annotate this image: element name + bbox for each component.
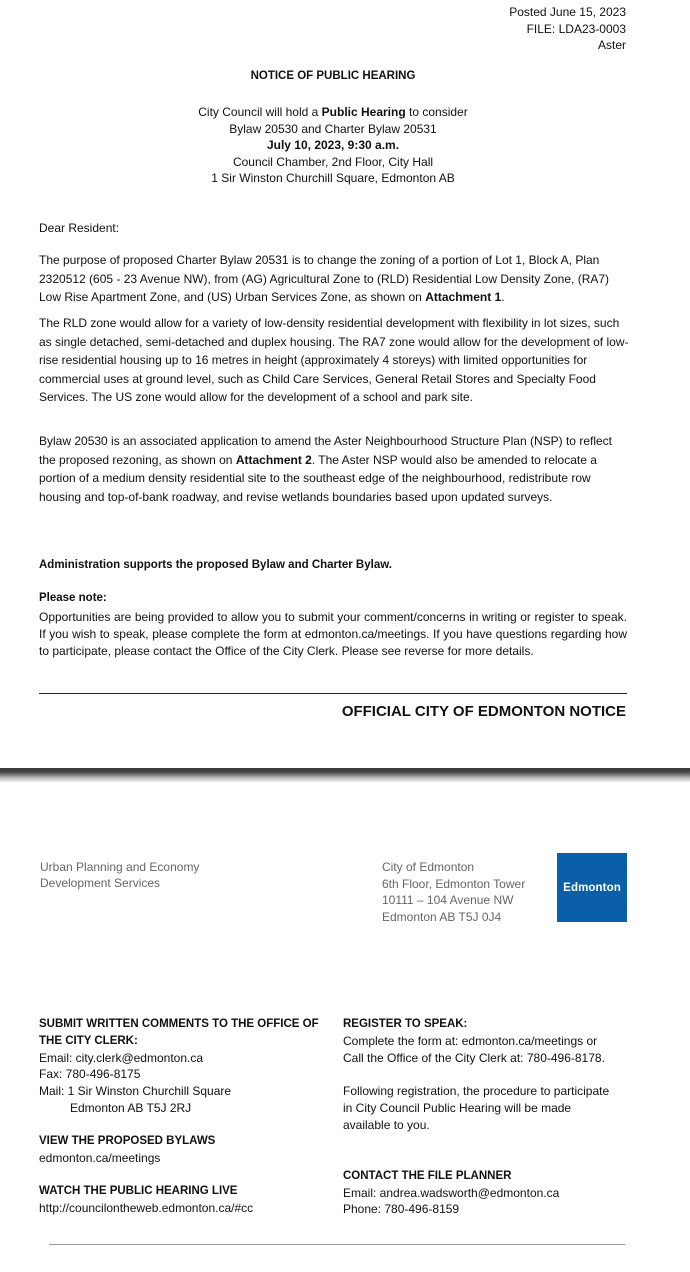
clerk-mail-city: Edmonton AB T5J 2RJ xyxy=(70,1100,192,1115)
hearing-address: 1 Sir Winston Churchill Square, Edmonton AB xyxy=(211,171,455,185)
watch-live-link[interactable]: http://councilontheweb.edmonton.ca/#cc xyxy=(39,1201,254,1216)
nsp-paragraph: Bylaw 20530 is an associated application to amend the Aster Neighbourhood Structure Plan (NSP) to reflect the proposed rezoning, as shown on Attachment 2. The Aster NSP would also be amended to relocate a portion of a medium density residential site to the southeast edge of the neighbourhood, redistribute row housing and top-of-bank roadway, and revise wetlands boundaries based upon updated surveys. xyxy=(39,434,612,504)
edmonton-logo: Edmonton xyxy=(557,853,627,922)
attachment-2-ref: Attachment 2 xyxy=(235,452,312,467)
hearing-date: July 10, 2023, 9:30 a.m. xyxy=(266,138,400,152)
page-separator xyxy=(0,768,690,782)
hearing-details xyxy=(0,104,666,187)
contact-planner-heading: CONTACT THE FILE PLANNER xyxy=(343,1169,512,1182)
view-bylaws-heading: VIEW THE PROPOSED BYLAWS xyxy=(39,1134,216,1147)
registration-followup: Following registration, the procedure to participate in City Council Public Hearing will be made available to you. xyxy=(343,1084,610,1132)
register-form-line: Complete the form at: edmonton.ca/meetings or xyxy=(343,1033,598,1048)
neighbourhood-name: Aster xyxy=(597,38,626,52)
planner-phone: Phone: 780-496-8159 xyxy=(343,1202,460,1217)
hearing-intro: City Council will hold a Public Hearing to consider xyxy=(198,105,468,119)
register-heading: REGISTER TO SPEAK: xyxy=(343,1018,468,1030)
greeting: Dear Resident: xyxy=(39,221,120,235)
administration-statement: Administration supports the proposed Bylaw and Charter Bylaw. xyxy=(39,559,392,571)
please-note-heading: Please note: xyxy=(39,592,107,604)
opportunities-paragraph: Opportunities are being provided to allow you to submit your comment/concerns in writing or register to speak. If you wish to speak, please complete the form at edmonton.ca/meetings. If you have questions regarding how to participate, please contact the Office of the City Clerk. Please see reverse for more details. xyxy=(39,610,627,658)
attachment-1-ref: Attachment 1 xyxy=(425,290,502,304)
hearing-venue: Council Chamber, 2nd Floor, City Hall xyxy=(232,154,434,169)
purpose-paragraph: The purpose of proposed Charter Bylaw 20531 is to change the zoning of a portion of Lot 1, Block A, Plan 2320512 (605 - 23 Avenue NW), from (AG) Agricultural Zone to (RLD) Residential Low Density Zone, (RA7) Low Rise Apartment Zone, and (US) Urban Services Zone, as shown on Attachment 1. xyxy=(39,253,610,304)
mailing-address: City of Edmonton 6th Floor, Edmonton Tower 10111 – 104 Avenue NW Edmonton AB T5J 0J4 xyxy=(382,860,526,924)
department-name: Urban Planning and Economy Development Services xyxy=(40,860,200,890)
clerk-email: Email: city.clerk@edmonton.ca xyxy=(39,1050,204,1065)
clerk-fax: Fax: 780-496-8175 xyxy=(39,1067,141,1082)
bottom-divider xyxy=(49,1244,625,1245)
register-call-line: Call the Office of the City Clerk at: 780-496-8178. xyxy=(343,1050,605,1065)
posting-info xyxy=(509,4,626,54)
left-contact-column xyxy=(39,1016,329,1217)
divider xyxy=(39,693,627,694)
hearing-bylaws: Bylaw 20530 and Charter Bylaw 20531 xyxy=(229,121,437,136)
posted-date: Posted June 15, 2023 xyxy=(509,5,626,19)
watch-live-heading: WATCH THE PUBLIC HEARING LIVE xyxy=(39,1185,238,1198)
planner-email: Email: andrea.wadsworth@edmonton.ca xyxy=(343,1185,560,1200)
official-notice-label: OFFICIAL CITY OF EDMONTON NOTICE xyxy=(341,703,626,720)
submit-comments-heading: SUBMIT WRITTEN COMMENTS TO THE OFFICE OF THE CITY CLERK: xyxy=(39,1018,319,1047)
zones-paragraph: The RLD zone would allow for a variety of low-density residential development with flexibility in lot sizes, such as single detached, semi-detached and duplex housing. The RA7 zone would allow for the development of low-rise residential housing up to 16 metres in height (approximately 4 storeys) with limited opportunities for commercial uses at ground level, such as Child Care Services, General Retail Stores and Specialty Food Services. The US zone would allow for the development of a school and park site. xyxy=(39,316,629,404)
view-bylaws-link[interactable]: edmonton.ca/meetings xyxy=(39,1150,161,1165)
notice-title: NOTICE OF PUBLIC HEARING xyxy=(250,70,416,82)
clerk-mail: Mail: 1 Sir Winston Churchill Square xyxy=(39,1084,232,1099)
notice-page-back xyxy=(0,782,690,1272)
right-contact-column xyxy=(343,1016,633,1218)
file-number: FILE: LDA23-0003 xyxy=(526,21,626,36)
